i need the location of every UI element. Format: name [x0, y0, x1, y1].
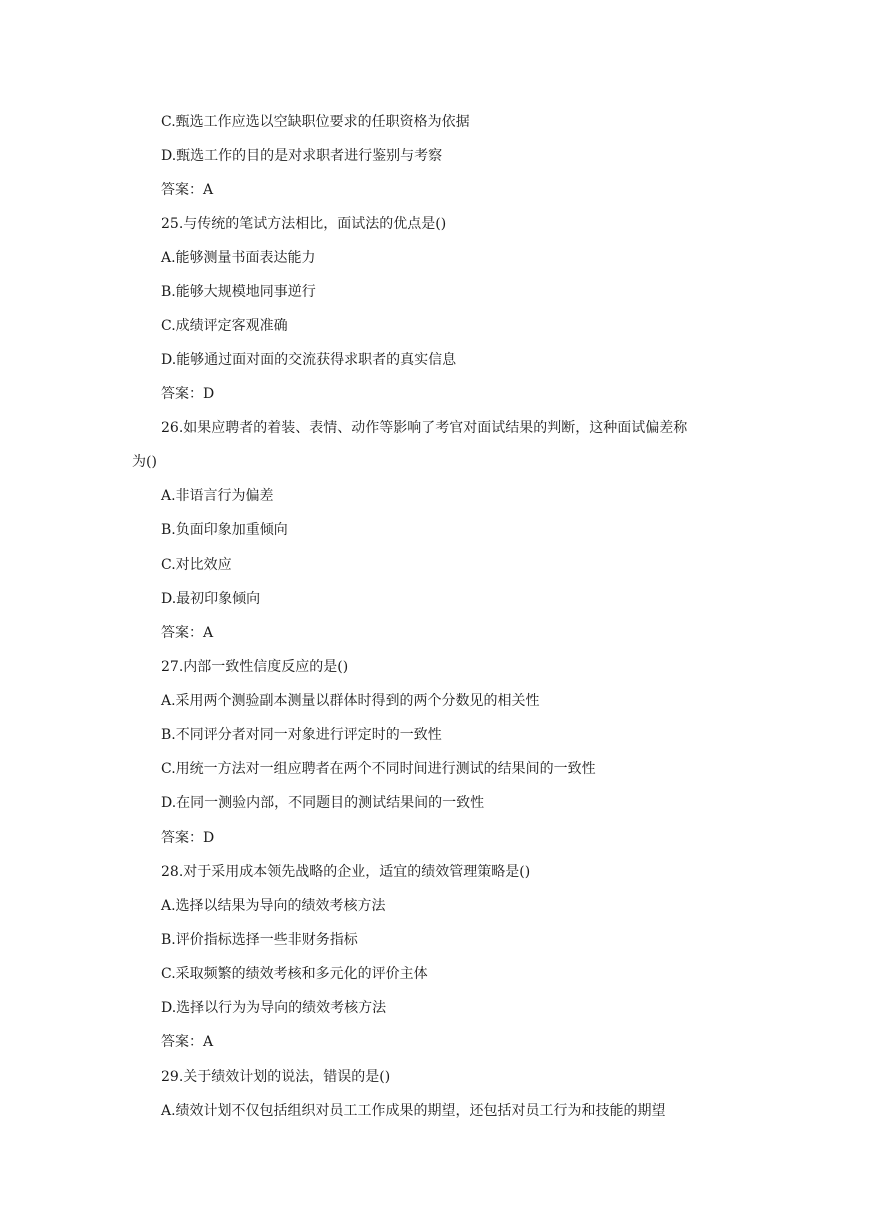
option-a-q26: A.非语言行为偏差	[161, 488, 274, 504]
question-27: 27.内部一致性信度反应的是()	[161, 659, 349, 675]
answer-q28: 答案：A	[161, 1034, 214, 1050]
option-d-q26: D.最初印象倾向	[161, 591, 261, 607]
option-b-q27: B.不同评分者对同一对象进行评定时的一致性	[161, 727, 442, 743]
question-28: 28.对于采用成本领先战略的企业，适宜的绩效管理策略是()	[161, 864, 531, 880]
question-26-continued: 为()	[132, 454, 157, 470]
option-b-q25: B.能够大规模地同事逆行	[161, 284, 316, 300]
question-26: 26.如果应聘者的着装、表情、动作等影响了考官对面试结果的判断，这种面试偏差称	[161, 420, 688, 436]
option-c-q26: C.对比效应	[161, 557, 232, 573]
answer-q24: 答案：A	[161, 182, 214, 198]
answer-q26: 答案：A	[161, 625, 214, 641]
option-c-q28: C.采取频繁的绩效考核和多元化的评价主体	[161, 966, 428, 982]
option-d-q28: D.选择以行为为导向的绩效考核方法	[161, 1000, 387, 1016]
option-c-q25: C.成绩评定客观准确	[161, 318, 288, 334]
option-d-q24: D.甄选工作的目的是对求职者进行鉴别与考察	[161, 148, 443, 164]
option-a-q27: A.采用两个测验副本测量以群体时得到的两个分数见的相关性	[161, 693, 540, 709]
option-d-q25: D.能够通过面对面的交流获得求职者的真实信息	[161, 352, 457, 368]
option-c-q27: C.用统一方法对一组应聘者在两个不同时间进行测试的结果间的一致性	[161, 761, 596, 777]
answer-q27: 答案：D	[161, 830, 215, 846]
question-25: 25.与传统的笔试方法相比，面试法的优点是()	[161, 216, 447, 232]
option-a-q29: A.绩效计划不仅包括组织对员工工作成果的期望，还包括对员工行为和技能的期望	[161, 1103, 666, 1119]
option-a-q28: A.选择以结果为导向的绩效考核方法	[161, 898, 386, 914]
option-b-q26: B.负面印象加重倾向	[161, 522, 288, 538]
option-d-q27: D.在同一测验内部，不同题目的测试结果间的一致性	[161, 795, 485, 811]
option-c-q24: C.甄选工作应选以空缺职位要求的任职资格为依据	[161, 114, 470, 130]
option-b-q28: B.评价指标选择一些非财务指标	[161, 932, 358, 948]
answer-q25: 答案：D	[161, 386, 215, 402]
option-a-q25: A.能够测量书面表达能力	[161, 250, 316, 266]
question-29: 29.关于绩效计划的说法，错误的是()	[161, 1069, 391, 1085]
